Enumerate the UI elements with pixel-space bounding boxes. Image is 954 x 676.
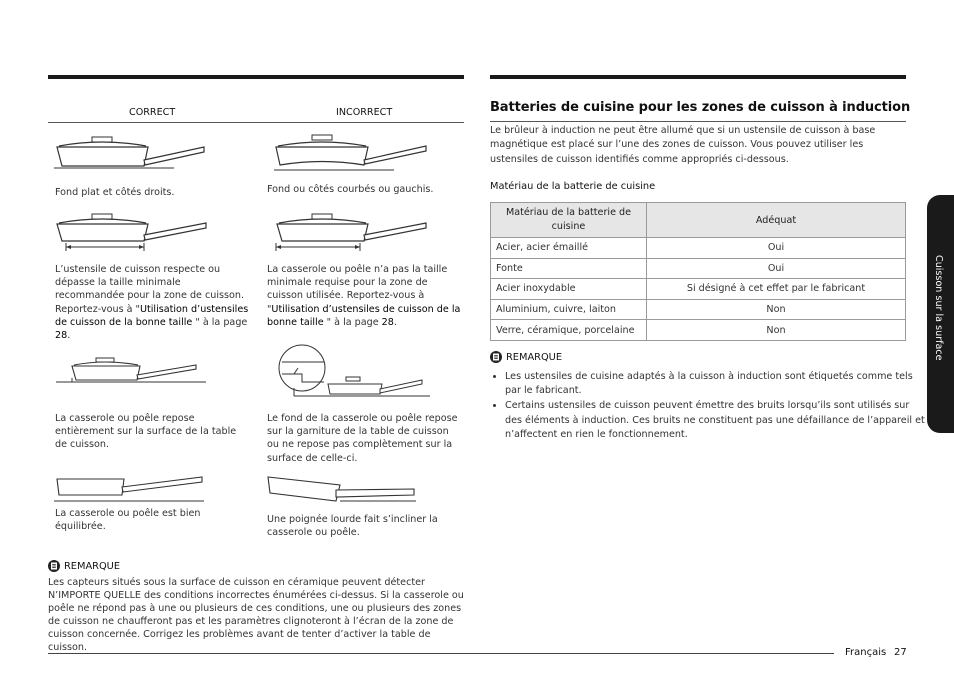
pan-on-surface-illustration (56, 356, 212, 388)
right-note-list (490, 370, 925, 443)
balanced-pan-illustration (54, 473, 210, 505)
row2-incorrect-text-pre: La casserole ou poêle n’a pas la taille minimale requise pour la zone de cuisson utilisée. Reportez-vous à " (267, 264, 448, 315)
row2-incorrect-link[interactable]: Utilisation d’ustensiles de cuisson de la bonne taille (267, 303, 461, 328)
row2-correct-text-end: . (67, 330, 71, 342)
incorrect-column-header: INCORRECT (336, 107, 393, 118)
side-tab-label: Cuisson sur la surface (933, 255, 944, 361)
row2-correct-text (55, 263, 250, 342)
table-cell-suitable: Si désigné à cet effet par le fabricant (647, 279, 906, 300)
table-cell-material: Aluminium, cuivre, laiton (491, 299, 647, 320)
left-note-title-text: REMARQUE (64, 560, 121, 572)
footer-page-number: 27 (894, 647, 907, 658)
row2-correct-text-pre: L’ustensile de cuisson respecte ou dépasse la taille minimale recommandée pour la zone de cuisson. Reportez-vous à " (55, 264, 244, 315)
left-note-title (48, 560, 120, 572)
table-caption: Matériau de la batterie de cuisine (490, 181, 656, 192)
table-cell-material: Fonte (491, 258, 647, 279)
tilted-pan-illustration (266, 473, 422, 507)
table-cell-material: Acier, acier émaillé (491, 238, 647, 259)
table-cell-suitable: Non (647, 320, 906, 341)
warped-pan-illustration (274, 132, 434, 177)
table-header-material: Matériau de la batterie de cuisine (491, 203, 647, 238)
table-cell-material: Acier inoxydable (491, 279, 647, 300)
cookware-material-table (490, 202, 906, 341)
correct-column-header: CORRECT (129, 107, 176, 118)
row2-incorrect-page-link[interactable]: 28 (381, 316, 394, 328)
section-side-tab[interactable] (927, 195, 954, 433)
table-cell-suitable: Oui (647, 258, 906, 279)
row2-correct-page-link[interactable]: 28 (55, 330, 68, 342)
left-header-rule (48, 75, 464, 79)
correct-size-pan-illustration (54, 211, 214, 256)
table-cell-suitable: Non (647, 299, 906, 320)
section-title-rule (490, 121, 906, 122)
row3-correct-text: La casserole ou poêle repose entièrement sur la surface de la table de cuisson. (55, 413, 237, 451)
row2-correct-text-mid: " à la page (192, 316, 248, 328)
right-header-rule (490, 75, 906, 79)
section-intro: Le brûleur à induction ne peut être allumé que si un ustensile de cuisson à base magnétique est placé sur l’une des zones de cuisson. Vous pouvez utiliser les ustensiles de cuisson identifiés comme appropriés ci-dessous. (490, 125, 876, 165)
row1-correct-text: Fond plat et côtés droits. (55, 187, 175, 198)
pan-on-trim-illustration (272, 344, 432, 402)
table-cell-material: Verre, céramique, porcelaine (491, 320, 647, 341)
footer-language: Français (845, 647, 887, 658)
list-item: • Les ustensiles de cuisine adaptés à la cuisson à induction sont étiquetés comme tels par le fabricant. (505, 370, 925, 398)
right-note-title (490, 351, 562, 363)
table-row (491, 238, 906, 259)
row2-incorrect-text-mid: " à la page (323, 316, 382, 328)
row4-incorrect-text: Une poignée lourde fait s’incliner la casserole ou poêle. (267, 514, 438, 539)
table-cell-suitable: Oui (647, 238, 906, 259)
table-row (491, 279, 906, 300)
footer-rule (48, 653, 834, 654)
table-row (491, 320, 906, 341)
flat-pan-illustration (54, 134, 209, 174)
table-row (491, 258, 906, 279)
undersized-pan-illustration (274, 211, 434, 256)
row2-correct-link[interactable]: Utilisation d’ustensiles de cuisson de la bonne taille (55, 303, 249, 328)
row1-incorrect-text: Fond ou côtés courbés ou gauchis. (267, 184, 434, 195)
right-note-title-text: REMARQUE (506, 351, 563, 363)
column-header-rule (48, 122, 464, 123)
table-row (491, 299, 906, 320)
row3-incorrect-text: Le fond de la casserole ou poêle repose sur la garniture de la table de cuisson ou ne repose pas complètement sur la surface de celle-ci. (267, 413, 458, 464)
row4-correct-text: La casserole ou poêle est bien équilibrée. (55, 508, 201, 533)
note-icon (48, 560, 60, 572)
row2-incorrect-text (267, 263, 462, 329)
table-header-row (491, 203, 906, 238)
list-item: • Certains ustensiles de cuisson peuvent émettre des bruits lorsqu’ils sont utilisés sur des éléments à induction. Ces bruits ne constituent pas une défaillance de l’appareil et n’affectent en rien le fonctionnement. (505, 399, 925, 442)
left-note-text: Les capteurs situés sous la surface de cuisson en céramique peuvent détecter N’IMPORTE QUELLE des conditions incorrectes énumérées ci-dessus. Si la casserole ou poêle ne répond pas à une ou plusieurs de ces conditions, une ou plusieurs des zones de cuisson ne chaufferont pas et les paramètres clignoteront à l’écran de la zone de cuisson concernée. Corrigez les problèmes avant de tenter d’activer la table de cuisson. (48, 577, 464, 653)
table-header-suitable: Adéquat (647, 203, 906, 238)
row2-incorrect-text-end: . (393, 316, 397, 328)
note-icon (490, 351, 502, 363)
section-title: Batteries de cuisine pour les zones de cuisson à induction (490, 100, 911, 115)
